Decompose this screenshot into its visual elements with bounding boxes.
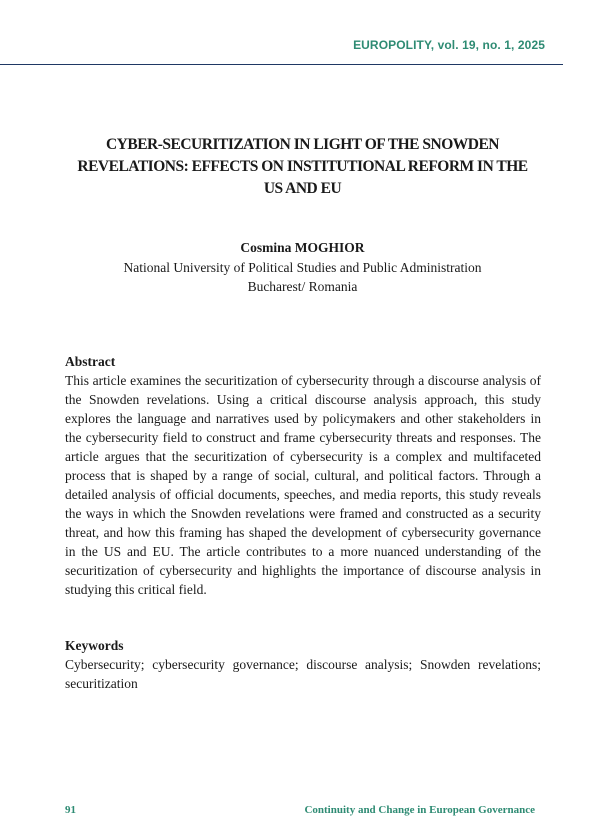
title-line: US AND EU [263,180,342,197]
article-title [50,134,555,200]
keywords-text: Cybersecurity; cybersecurity governance; discourse analysis; Snowden revelations; securitization [65,657,541,691]
page-number: 91 [65,804,76,816]
footer-journal-title: Continuity and Change in European Governance [304,804,535,816]
abstract-text: This article examines the securitization of cybersecurity through a discourse analysis of the Snowden revelations. Using a critical discourse analysis approach, this study explores the language and narratives used by policymakers and other stakeholders in the cybersecurity field to construct and frame cybersecurity threats and responses. The article argues that the securitization of cybersecurity is a complex and multifaceted process that is shaped by a range of social, cultural, and political factors. Through a detailed analysis of official documents, speeches, and media reports, this study reveals the ways in which the Snowden revelations were framed and constructed as a security threat, and how this framing has shaped the development of cybersecurity governance in the US and EU. The article contributes to a more nuanced understanding of the securitization of cybersecurity and highlights the importance of discourse analysis in studying this critical field. [65,373,541,597]
journal-reference: EUROPOLITY, vol. 19, no. 1, 2025 [353,38,545,52]
title-line: CYBER-SECURITIZATION IN LIGHT OF THE SNOWDEN [105,136,499,153]
keywords-heading: Keywords [65,638,124,653]
author-affiliation: National University of Political Studies and Public Administration [123,259,482,275]
author-block [50,238,555,297]
header-divider [0,64,563,65]
title-line: REVELATIONS: EFFECTS ON INSTITUTIONAL REFORM IN THE [77,158,528,175]
abstract-heading: Abstract [65,354,116,369]
keywords-section [65,636,541,693]
abstract-section [65,352,541,599]
author-location: Bucharest/ Romania [247,279,358,294]
author-name: Cosmina MOGHIOR [240,240,365,255]
